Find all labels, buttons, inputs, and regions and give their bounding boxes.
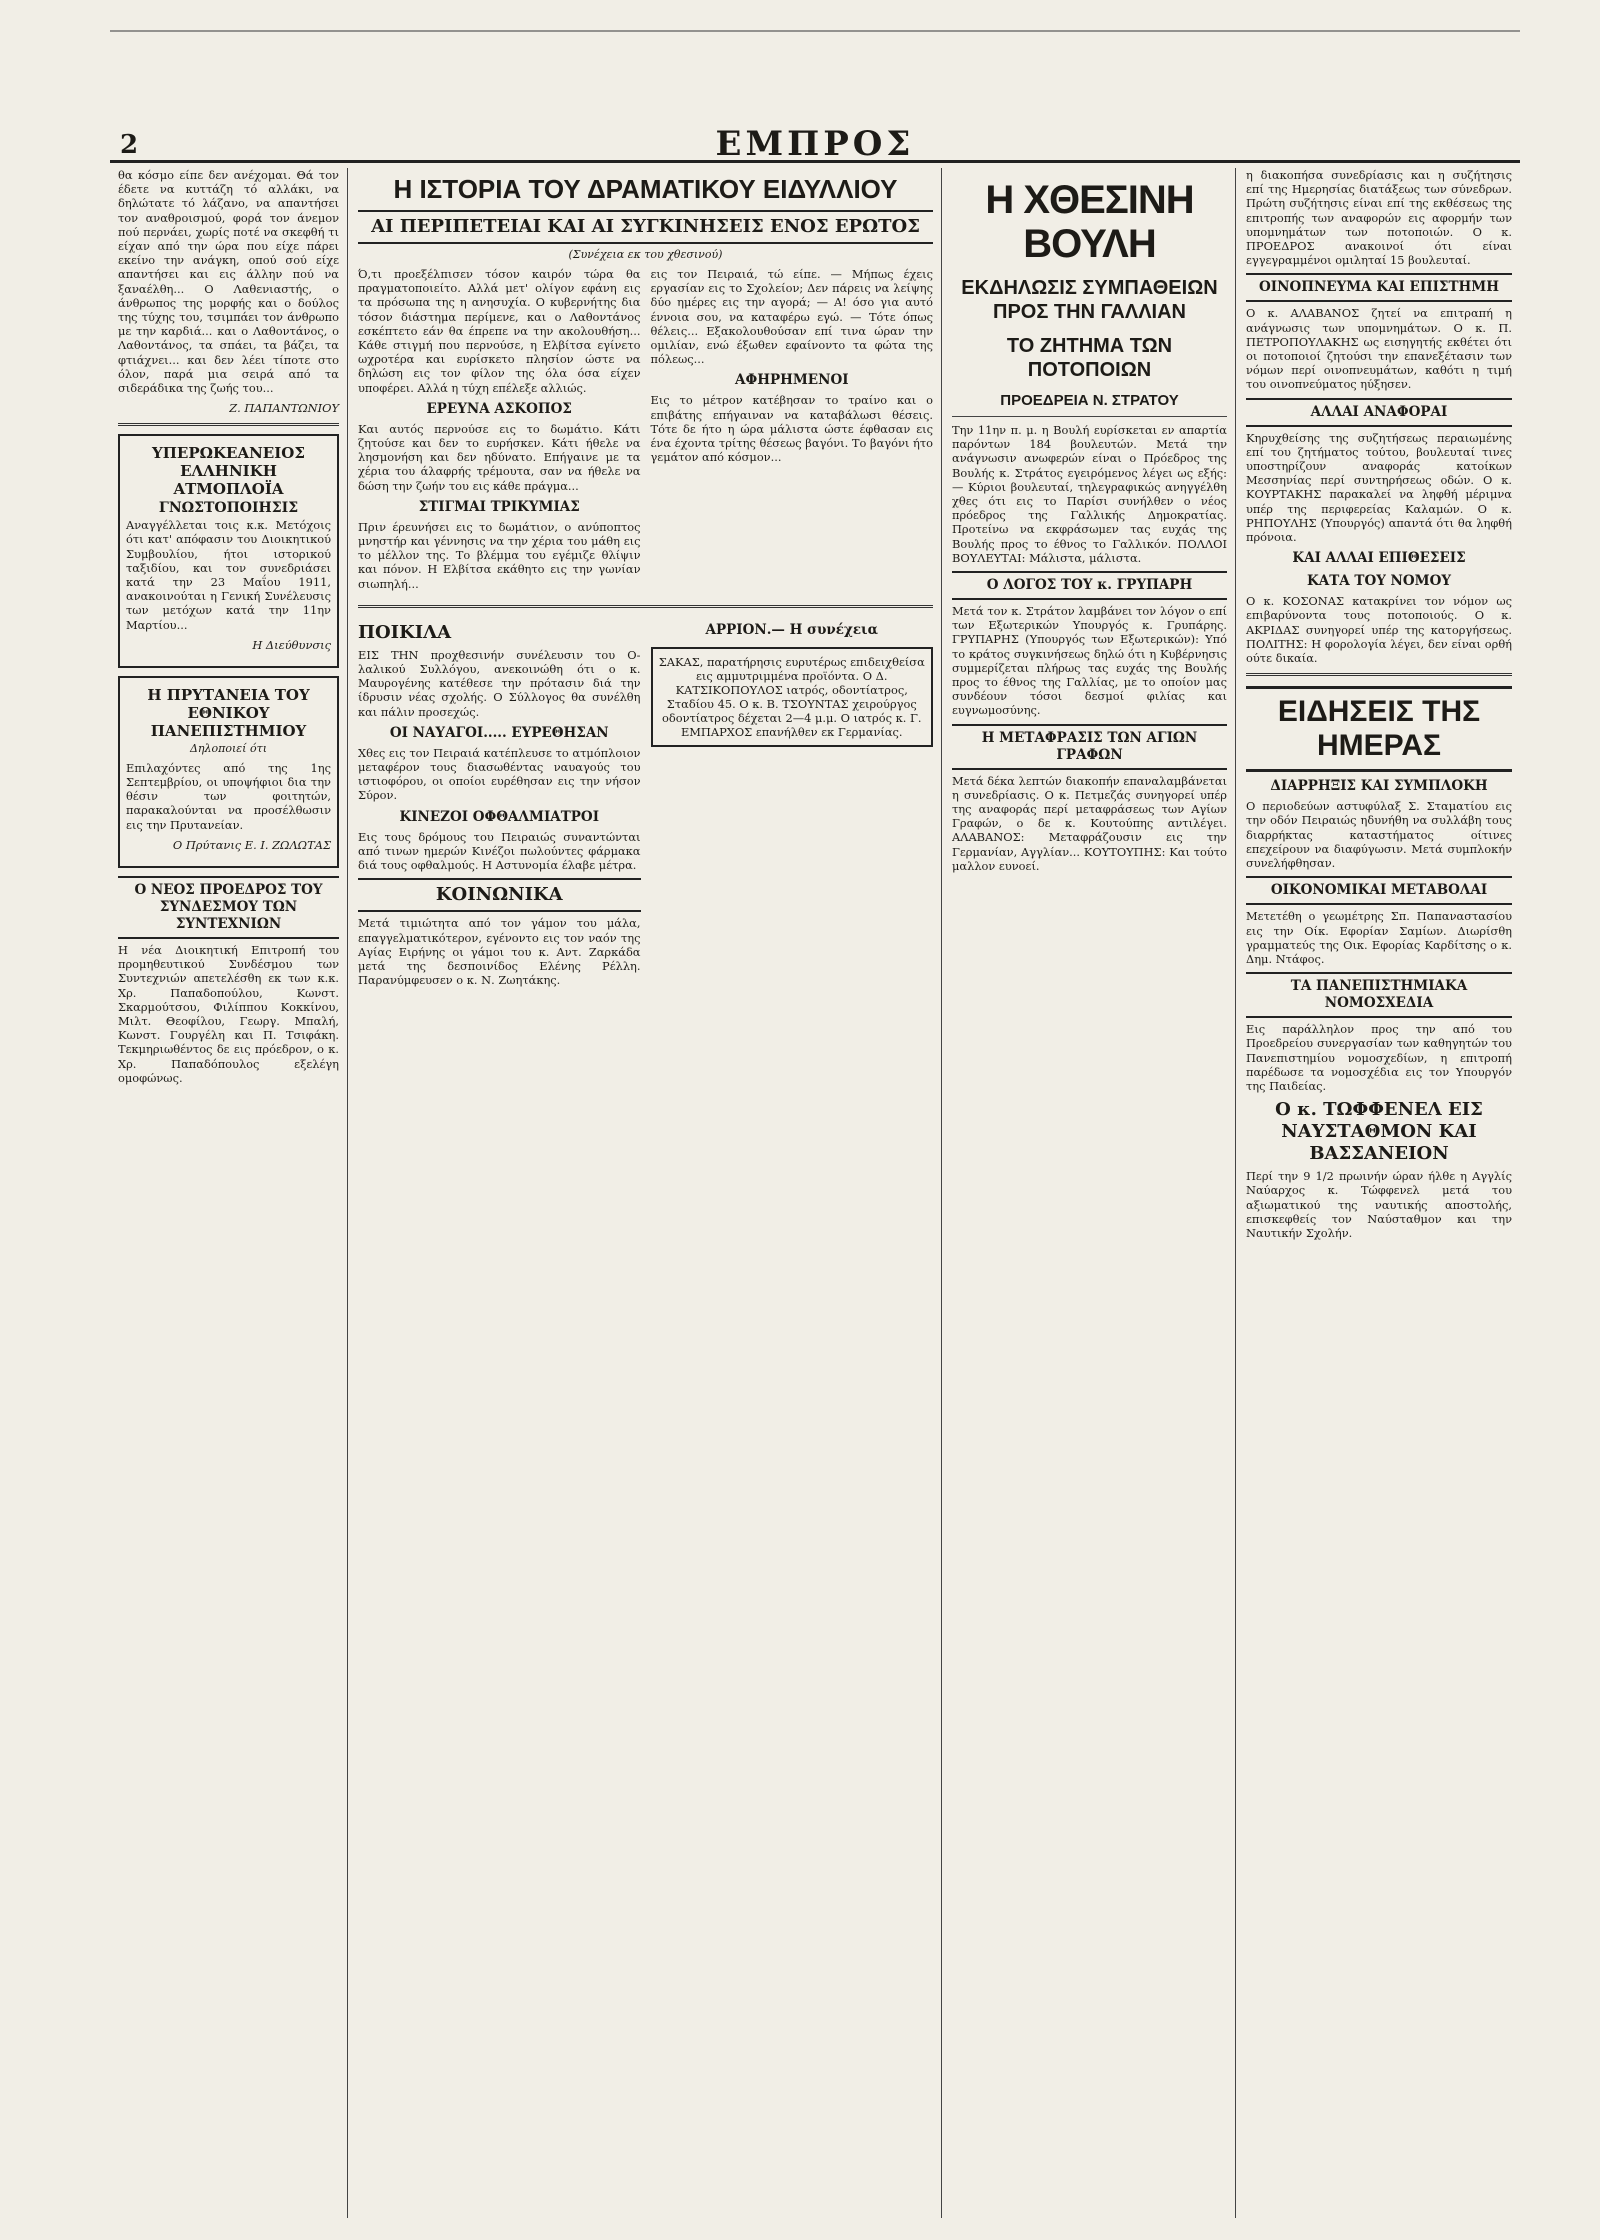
section-heading: Η ΜΕΤΑΦΡΑΣΙΣ ΤΩΝ ΑΓΙΩΝ ΓΡΑΦΩΝ: [952, 724, 1227, 770]
section-heading: ΣΤΙΓΜΑΙ ΤΡΙΚΥΜΙΑΣ: [418, 498, 580, 515]
newspaper-page: [110, 168, 1520, 2218]
section-text: Περί την 9 1/2 πρωινήν ώραν ήλθε η Αγγλίς Ναύαρχος κ. Τώφφενελ μετά του αξιωματικού της ναυτικής αποστολής, επισκεφθείς τον Ναύσταθμον και την Ναυτικήν Σχολήν.: [1246, 1169, 1512, 1240]
section-subheading: ΚΑΤΑ ΤΟΥ ΝΟΜΟΥ: [1306, 573, 1451, 590]
classified-ads: [651, 647, 934, 747]
notice-subtitle: Δηλοποιεί ότι: [189, 741, 268, 755]
notice-text: Αναγγέλλεται τοις κ.κ. Μετόχοις ότι κατ' απόφασιν του Διοικητικού Συμβουλίου, ήτοι ιστορικού ταξιδίου, και τον συνεδριάσει κατά την 23 Μαΐου 1911, ανακοινούται η Γενική Συνέλευσις των μετόχων κατά την 11ην Μαρτίου...: [126, 518, 331, 632]
section-heading: ΔΙΑΡΡΗΞΙΣ ΚΑΙ ΣΥΜΠΛΟΚΗ: [1270, 778, 1488, 795]
notice-title: Η ΠΡΥΤΑΝΕΙΑ ΤΟΥ ΕΘΝΙΚΟΥ ΠΑΝΕΠΙΣΤΗΜΙΟΥ: [147, 685, 310, 740]
page-number: 2: [120, 130, 139, 160]
section-text: Κηρυχθείσης της συζητήσεως περαιωμένης επί του ζητήματος τούτου, βουλευταί τινες υποστηρίζουν αναφοράς κατοίκων Μεσσηνίας περί συντηρήσεως οδών. Ο κ. ΚΟΥΡΤΑΚΗΣ παρακαλεί να ληφθή μέριμνα υπέρ της περιφερείας Καλαμών. Ο κ. ΡΗΠΟΥΛΗΣ (Υπουργός) απαντά ότι θα ληφθή πρόνοια.: [1246, 430, 1512, 545]
article-right-column: [651, 267, 934, 597]
section-heading: ΟΙΝΟΠΝΕΥΜΑ ΚΑΙ ΕΠΙΣΤΗΜΗ: [1246, 273, 1512, 302]
social-heading: ΚΟΙΝΩΝΙΚΑ: [358, 878, 641, 912]
section-text: Η νέα Διοικητική Επιτροπή του προμηθευτικού Συνδέσμου των Συντεχνιών απετελέσθη εκ των κ.κ. Χρ. Παπαδοπούλου, Κωνστ. Σκαρμούτσου, Φιλίππου Κοκκίνου, Μιλτ. Θεοφίλου, Γεωργ. Μπαλή, Κωνστ. Γουργέλη και Π. Τσιφάκη. Τεκμηριωθέντος δε εις πρόεδρον, ο κ. Χρ. Παπαδόπουλος εξελέγη ομοφώνως.: [118, 942, 339, 1085]
article-headline: Η ΙΣΤΟΡΙΑ ΤΟΥ ΔΡΑΜΑΤΙΚΟΥ ΕΙΔΥΛΛΙΟΥ: [393, 174, 898, 204]
divider: [358, 605, 933, 608]
section-heading: ΟΙΚΟΝΟΜΙΚΑΙ ΜΕΤΑΒΟΛΑΙ: [1246, 876, 1512, 905]
lower-right: [651, 616, 934, 993]
notice-title: ΥΠΕΡΩΚΕΑΝΕΙΟΣ ΕΛΛΗΝΙΚΗ ΑΤΜΟΠΛΟΪΑ: [152, 444, 305, 499]
notice-signature: Η Διεύθυνσις: [252, 637, 331, 652]
section-heading: ΟΙ ΝΑΥΑΓΟΙ..... ΕΥΡΕΘΗΣΑΝ: [389, 724, 609, 741]
session-text: Την 11ην π. μ. η Βουλή ευρίσκεται εν απαρτία παρόντων 184 βουλευτών. Μετά την ανάγνωσιν ανωφερών είναι ο Πρόεδρος της Βουλής κ. Στράτος εγειρόμενος λέγει ως εξής: — Κύριοι βουλευταί, τηλεγραφικώς ανηγγέλθη χθες ότι εις το Παρίσι συνήλθεν ο νέος πρόεδρος της Γαλλικής Δημοκρατίας. Προτείνω να εκφράσωμεν τας ευχάς της Βουλής προς το έθνος το Γαλλικόν. ΠΟΛΛΟΙ ΒΟΥΛΕΥΤΑΙ: Μάλιστα, μάλιστα.: [952, 423, 1227, 565]
article-signature: Ζ. ΠΑΠΑΝΤΩΝΙΟΥ: [229, 401, 339, 416]
divider: [1246, 673, 1512, 676]
news-banner: ΕΙΔΗΣΕΙΣ ΤΗΣ ΗΜΕΡΑΣ: [1246, 686, 1512, 772]
social-text: Μετά τιμιώτητα από τον γάμον του μάλα, επαγγελματικότερον, εγένοντο εις τον ναόν της Αγίας Ειρήνης οι γάμοι του κ. Αντ. Ζαρκάδα μετά της δεσποινίδος Ελένης Ρέλλη. Παρανύμφευσεν ο κ. Ν. Ζωητάκης.: [358, 916, 641, 988]
section-heading: Ο ΝΕΟΣ ΠΡΟΕΔΡΟΣ ΤΟΥ ΣΥΝΔΕΣΜΟΥ ΤΩΝ ΣΥΝΤΕΧΝΙΩΝ: [118, 876, 339, 939]
notice-text: Επιλαχόντες από της 1ης Σεπτεμβρίου, οι υποψήφιοι δια την θέσιν των φοιτητών, παρακαλούνται να προσέλθωσιν εις την Πρυτανείαν.: [126, 760, 331, 832]
section-heading: Ο ΛΟΓΟΣ ΤΟΥ κ. ΓΡΥΠΑΡΗ: [952, 571, 1227, 600]
article-text: Ό,τι προεξέλπισεν τόσον καιρόν τώρα θα πραγματοποιείτο. Αλλά μετ' ολίγον εφάνη εις τα πρόσωπα της η ανησυχία. Ο κυβερνήτης δια τόσον διάστημα περίμενε, και ο Λαθοντάνος εσκέπτετο εάν θα έπρεπε να την ακολουθήση... Κάθε στιγμή που περνούσε, η Ελβίτσα εγίνετο ωχροτέρα και ευρίσκετο πλησίον ώστε να δηλώση εις τον φίλον της όλα όσα είχεν υποφέρει. Αλλά η τύχη επέλεξε αλλιώς.: [358, 267, 641, 395]
section-text: Και αυτός περνούσε εις το δωμάτιο. Κάτι ζητούσε και δεν το ευρήσκεν. Κάτι ήθελε να λησμονήση και δεν ηδύνατο. Επήγαινε με τα χέρια του άλαφρής τρέμουτα, σαν να ήθελε να δώση την ζωήν του εις κάθε πράγμα...: [358, 421, 641, 493]
section-text: Πριν έρευνήσει εις το δωμάτιον, ο ανύποπτος μνηστήρ και γέννησις να την χέρια του μάθη εις το μέλλον της. Το βλέμμα του εγέμιζε θλίψιν και πόνον. Η Ελβίτσα εκάθητο εις την γωνίαν σιωπηλή...: [358, 519, 641, 591]
notice-prytaneia: [118, 676, 339, 868]
ads-text: ΣΑΚΑΣ, παρατήρησις ευρυτέρως επιδειχθείσα εις αμμυτριμμένα προϊόντα. Ο Δ. ΚΑΤΣΙΚΟΠΟΥΛΟΣ ιατρός, οδοντίατρος, Σταδίου 45. Ο κ. Β. ΤΣΟΥΝΤΑΣ χειρούργος οδοντίατρος δέχεται 2—4 μ.μ. Ο ιατρός κ. Γ. ΕΜΠΑΡΧΟΣ επανήλθεν εκ Γερμανίας.: [658, 654, 925, 739]
section-heading: ΑΛΛΑΙ ΑΝΑΦΟΡΑΙ: [1246, 398, 1512, 427]
continued-note: (Συνέχεια εκ του χθεσινού): [568, 248, 723, 261]
section-text: Μετά δέκα λεπτών διακοπήν επαναλαμβάνεται η συνεδρίασις. Ο κ. Πετμεζάς συνηγορεί υπέρ της αναφοράς περί μεταφράσεως των Αγίων Γραφών, ο δε κ. Κουτούπης αντιλέγει. ΑΛΑΒΑΝΟΣ: Μεταφράζουσιν εις την Γερμανίαν, Αγγλίαν... ΚΟΥΤΟΥΠΗΣ: Και τούτο μαλλον ευνοεί.: [952, 773, 1227, 873]
column-3: [944, 168, 1236, 2218]
section-heading: ΚΑΙ ΑΛΛΑΙ ΕΠΙΘΕΣΕΙΣ: [1292, 550, 1466, 567]
column-1-article: θα κόσμο είπε δεν ανέχομαι. Θά τον έδετε να κυττάζη τό αλλάκι, να δηλώτατε τό λάζανο, να απαντήσει τον αναθροισμού, φορά τον άνεμον πού περνάει, χωρίς ποτέ να σκεφθή τι είχαν από την ώρα που είχε πάρει εκείνο την ανάγκη, οπού σού είχε απαντήσει και εις άλλην πού να ξαναέλθη... Ο Λαθενιαστής, ο άνθρωπος της μορφής και ο δούλος της τύχης του, τσιμπάει τον άνθρωπο με την καρδιά... και ο Λαθοντάνος, ο Λαθοντάνος, τα σπάει, τα βάζει, τα φτιάχνει... και δεν λέει τίποτε στο όλον, παρά μια σειρά από τα σιδεράδικα της ζωής του...: [118, 168, 339, 396]
column-2: [350, 168, 942, 2218]
section-heading: ΤΑ ΠΑΝΕΠΙΣΤΗΜΙΑΚΑ ΝΟΜΟΣΧΕΔΙΑ: [1246, 972, 1512, 1018]
section-text: Ο περιοδεύων αστυφύλαξ Σ. Σταματίου εις την οδόν Πειραιώς ηδυνήθη να συλλάβη τους διαρρήκτας καταστήματος οίτινες επεχείρουν να διαφύγωσιν. Μετά συμπλοκήν συνελήφθησαν.: [1246, 799, 1512, 871]
section-text: Χθες εις τον Πειραιά κατέπλευσε το ατμόπλοιον μεταφέρον τους διασωθέντας ναυαγούς του ιστιοφόρου, οι οποίοι ευρέθησαν εις την νήσον Σύρον.: [358, 745, 641, 803]
poikila-text: ΕΙΣ ΤΗΝ προχθεσινήν συνέλευσιν του Ο-λαλικού Συλλόγου, ανεκοινώθη ότι ο κ. Μαυρογένης κατέθεσε την πρότασιν διά την ίδρυσιν νέας σχολής. Ο Σύλλογος θα συνέλθη και πάλιν προσεχώς.: [358, 647, 641, 719]
notice-signature: Ο Πρύτανις Ε. Ι. ΖΩΛΩΤΑΣ: [172, 837, 331, 852]
article-text: εις τον Πειραιά, τώ είπε. — Μήπως έχεις εργασίαν εις το Σχολείον; Δεν πάρεις να λείψης δύο ημέρες εις την αγορά; — Α! όσο για αυτό έννοια σου, να καταφέρω εγώ. — Τότε όπως θέλεις... Εξακολουθούσαν επί τινα ώραν την ομιλίαν, ενώ έξωθεν εφαίνοντο τα φώτα της πόλεως...: [650, 267, 933, 367]
divider: [118, 423, 339, 426]
lower-section: [358, 616, 933, 993]
presidency-line: ΠΡΟΕΔΡΕΙΑ Ν. ΣΤΡΑΤΟΥ: [1000, 392, 1179, 409]
section-text: Εις τους δρόμους του Πειραιώς συναντώνται από τινων ημερών Κινέζοι πωλούντες φάρμακα διά τους οφθαλμούς. Η Αστυνομία έλαβε μέτρα.: [358, 829, 641, 873]
session-continued-text: η διακοπήσα συνεδρίασις και η συζήτησις επί της Ημερησίας διατάξεως των σύνεδρων. Πρώτη συζήτησις είναι επί της εκθέσεως της επιτροπής των αναφορών εις αφορμήν των υπομνημάτων των ποτοποιών. Ο κ. ΠΡΟΕΔΡΟΣ ανακοινοί ότι είναι εγγεγραμμένοι ομιληταί 15 βουλευταί.: [1246, 168, 1512, 268]
main-headline: Η ΧΘΕΣΙΝΗ ΒΟΥΛΗ: [985, 178, 1194, 266]
section-text: Εις το μέτρον κατέβησαν το τραίνο και ο επιβάτης επήγαιναν να καταβάλωσι θέσεις. Τότε δε ήτο η ώρα μάλιστα ώστε έφθασαν εις ένα έχοντα τρίτης θέσεως βαγόνι. Το βαγόνι ήτο γεμάτον από κόσμον...: [650, 393, 933, 465]
notice-atmoploia: [118, 434, 339, 668]
column-4: [1238, 168, 1520, 2218]
notice-subtitle: ΓΝΩΣΤΟΠΟΙΗΣΙΣ: [158, 500, 299, 517]
article-body: [358, 267, 933, 597]
section-heading: Ο κ. ΤΩΦΦΕΝΕΛ ΕΙΣ ΝΑΥΣΤΑΘΜΟΝ ΚΑΙ ΒΑΣΣΑΝΕΙΟΝ: [1275, 1099, 1483, 1165]
section-heading: ΕΡΕΥΝΑ ΑΣΚΟΠΟΣ: [426, 400, 572, 417]
column-1: [110, 168, 348, 2218]
masthead: [110, 30, 1520, 163]
section-text: Μετά τον κ. Στράτον λαμβάνει τον λόγον ο επί των Εξωτερικών Υπουργός κ. Γρυπάρης. ΓΡΥΠΑΡΗΣ (Υπουργός των Εξωτερικών): Υπό το κράτος συγκινήσεως δηλώ ότι η Κυβέρνησις συμμερίζεται πλήρως τας ευχάς της Βουλής προς το έθνος της Γαλλίας, με το οποίον μας συνδέουν τόσοι δεσμοί φιλίας και ευγνωμοσύνης.: [952, 604, 1227, 718]
article-left-column: [358, 267, 641, 597]
section-text: Μετετέθη ο γεωμέτρης Σπ. Παπαναστασίου εις την Οίκ. Εφορίαν Σαμίων. Διωρίσθη γραμματεύς της Οικ. Εφορίας Καρδίτσης ο κ. Δημ. Ντάφος.: [1246, 909, 1512, 966]
main-subheadline: ΕΚΔΗΛΩΣΙΣ ΣΥΜΠΑΘΕΙΩΝ ΠΡΟΣ ΤΗΝ ΓΑΛΛΙΑΝ: [961, 277, 1218, 323]
divider: [952, 416, 1227, 417]
poikila-heading: ΠΟΙΚΙΛΑ: [358, 621, 452, 643]
section-heading: ΚΙΝΕΖΟΙ ΟΦΘΑΛΜΙΑΤΡΟΙ: [399, 808, 600, 825]
top-rule: [110, 30, 1520, 32]
lower-left: [358, 616, 641, 993]
section-heading: ΑΡΡΙΟΝ.— Η συνέχεια: [705, 621, 878, 638]
section-heading: ΑΦΗΡΗΜΕΝΟΙ: [734, 372, 849, 389]
section-text: Εις παράλληλον προς την από του Προεδρείου συνεργασίαν των καθηγητών του Πανεπιστημίου νομοσχεδίων, η επιτροπή παρέδωσε τα νομοσχέδια εις τον Υπουργόν της Παιδείας.: [1246, 1022, 1512, 1093]
article-subheadline: ΑΙ ΠΕΡΙΠΕΤΕΙΑΙ ΚΑΙ ΑΙ ΣΥΓΚΙΝΗΣΕΙΣ ΕΝΟΣ ΕΡΩΤΟΣ: [358, 210, 933, 244]
main-subheadline-2: ΤΟ ΖΗΤΗΜΑ ΤΩΝ ΠΟΤΟΠΟΙΩΝ: [1006, 335, 1173, 381]
section-text: Ο κ. ΑΛΑΒΑΝΟΣ ζητεί να επιτραπή η ανάγνωσις των υπομνημάτων. Ο κ. Π. ΠΕΤΡΟΠΟΥΛΑΚΗΣ ως εισηγητής εκθέτει ότι οι ποτοποιοί ζητούσι την επανεξέτασιν των νόμων περί οινοπνευμάτων, καθότι η τιμή του οινοπνεύματος ηύξησεν.: [1246, 306, 1512, 392]
section-text: Ο κ. ΚΟΣΟΝΑΣ κατακρίνει τον νόμον ως επιβαρύνοντα τους ποτοποιούς. Ο κ. ΑΚΡΙΔΑΣ συνηγορεί υπέρ της κατοργήσεως. ΠΟΛΙΤΗΣ: Η φορολογία λέγει, δεν είναι ορθή ούτε δικαία.: [1246, 594, 1512, 666]
newspaper-title: ΕΜΠΡΟΣ: [715, 124, 915, 164]
